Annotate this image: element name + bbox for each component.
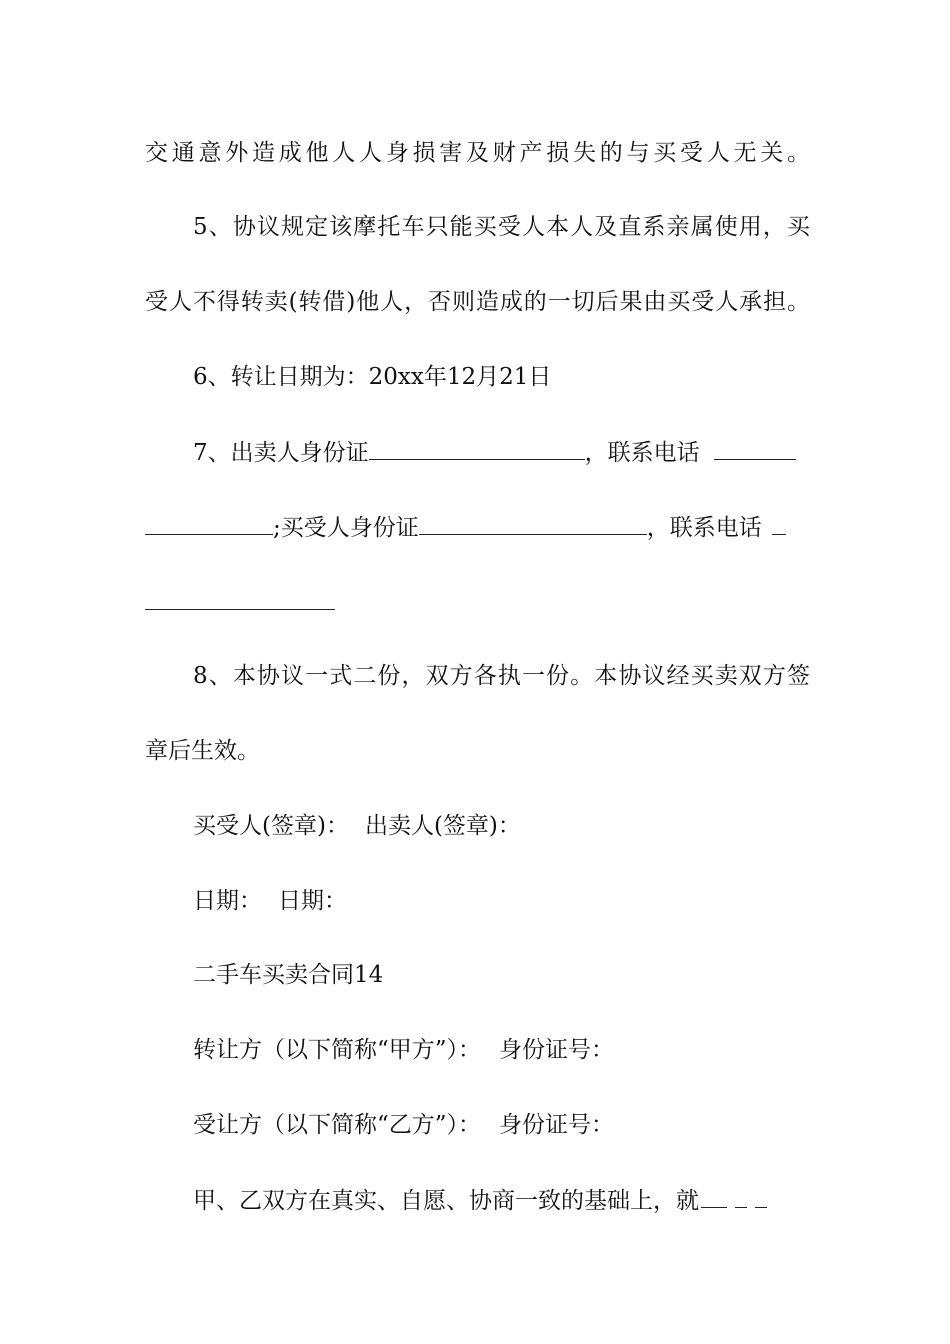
- clause-7-line-2: [145, 512, 810, 543]
- seller-id-blank: [369, 437, 585, 460]
- buyer-id-label: ;买受人身份证: [273, 515, 419, 541]
- buyer-phone-blank-cont: [145, 587, 335, 610]
- seller-signature-label: 出卖人(签章)：: [364, 813, 521, 839]
- buyer-phone-label: ，联系电话: [646, 515, 762, 541]
- subject-blank-1: [701, 1185, 727, 1208]
- transferee-line: [193, 1110, 810, 1140]
- transferee-id-label: 身份证号：: [499, 1112, 615, 1138]
- seller-date-label: 日期：: [278, 888, 347, 914]
- clause-8-line-1: 8、本协议一式二份，双方各执一份。本协议经买卖双方签: [193, 663, 810, 689]
- seller-phone-label: ，联系电话: [584, 440, 700, 466]
- contract-title: 二手车买卖合同14: [193, 962, 384, 988]
- transferor-line: [193, 1035, 810, 1065]
- buyer-signature-label: 买受人(签章)：: [193, 813, 349, 839]
- clause-7-line-1: [193, 437, 810, 468]
- transferee-label: 受让方（以下简称“乙方”）：: [193, 1112, 482, 1138]
- clause-7-line-3: [145, 587, 810, 618]
- transferor-label: 转让方（以下简称“甲方”）：: [193, 1037, 482, 1063]
- paragraph-line: 交通意外造成他人人身损害及财产损失的与买受人无关。: [145, 140, 810, 166]
- buyer-date-label: 日期：: [193, 888, 262, 914]
- subject-blank-2: [735, 1185, 747, 1208]
- seller-phone-blank: [714, 437, 796, 460]
- seller-id-label: 7、出卖人身份证: [193, 440, 369, 466]
- agreement-intro-line: [193, 1185, 810, 1216]
- clause-5-line-1: 5、协议规定该摩托车只能买受人本人及直系亲属使用，买: [193, 214, 810, 240]
- clause-6-transfer-date: 6、转让日期为：20xx年12月21日: [193, 364, 552, 390]
- clause-8-line-2: 章后生效。: [145, 738, 260, 764]
- clause-5-line-2: 受人不得转卖(转借)他人，否则造成的一切后果由买受人承担。: [145, 289, 810, 315]
- date-line: [193, 886, 810, 916]
- subject-blank-3: [755, 1185, 767, 1208]
- transferor-id-label: 身份证号：: [499, 1037, 615, 1063]
- signature-line: [193, 811, 810, 841]
- agreement-intro-text: 甲、乙双方在真实、自愿、协商一致的基础上，就: [193, 1188, 699, 1214]
- seller-phone-blank-cont: [145, 512, 273, 535]
- buyer-phone-blank: [772, 512, 786, 535]
- buyer-id-blank: [419, 512, 647, 535]
